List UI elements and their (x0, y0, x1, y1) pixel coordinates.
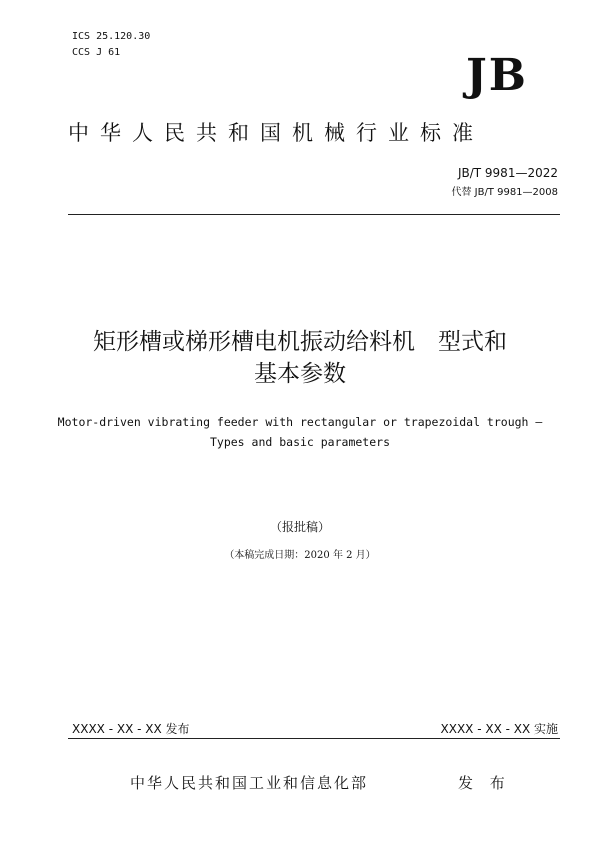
title-chinese-line-1: 矩形槽或梯形槽电机振动给料机 型式和 (93, 329, 507, 355)
ccs-code: CCS J 61 (72, 47, 121, 58)
standard-number: JB/T 9981—2022 (457, 166, 558, 180)
title-english-line-1: Motor-driven vibrating feeder with rectangular or trapezoidal trough — (57, 415, 543, 429)
issuing-authority: 中华人民共和国工业和信息化部 (130, 774, 369, 792)
header-divider (68, 214, 560, 215)
footer-divider (68, 738, 560, 739)
draft-status: （报批稿） (269, 520, 330, 534)
draft-completion-date: （本稿完成日期：2020 年 2 月） (224, 550, 376, 561)
issue-date: XXXX - XX - XX 发布 (72, 722, 190, 736)
issue-label: 发 布 (458, 774, 511, 792)
replaces-standard: 代替 JB/T 9981—2008 (451, 187, 558, 198)
implementation-date: XXXX - XX - XX 实施 (440, 722, 558, 736)
standard-type-heading: 中华人民共和国机械行业标准 (68, 121, 484, 145)
ics-code: ICS 25.120.30 (72, 31, 151, 42)
title-english (20, 412, 580, 452)
jb-logo: JB (465, 50, 528, 101)
title-chinese-line-2: 基本参数 (254, 361, 346, 387)
title-chinese (40, 326, 560, 390)
title-english-line-2: Types and basic parameters (209, 435, 390, 449)
